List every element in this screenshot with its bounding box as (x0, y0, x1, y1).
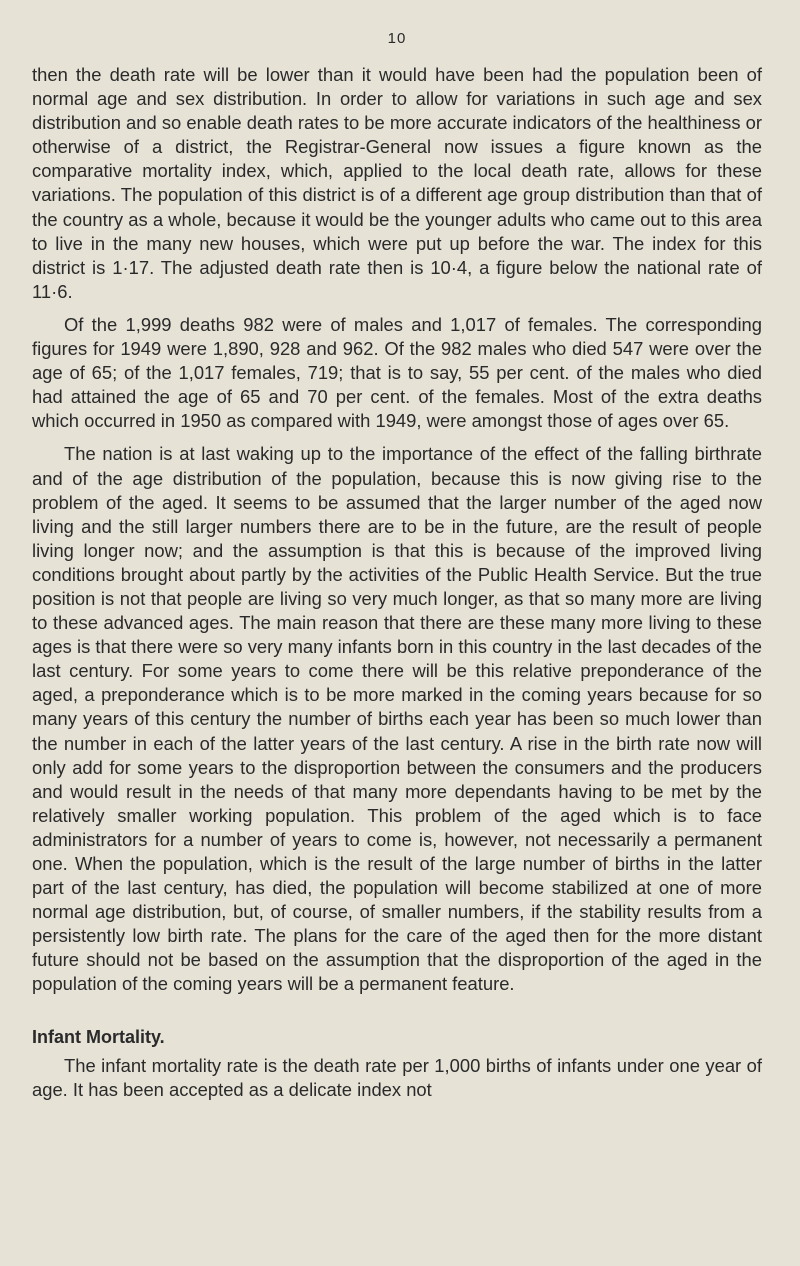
page-number: 10 (387, 30, 407, 47)
section-heading-infant-mortality: Infant Mortality. (32, 1026, 165, 1047)
paragraph-death-rate-adjustment: then the death rate will be lower than it would have been had the population been of normal age and sex distribution. In order to allow for variations in such age and sex distribution and so enable death rates to be more accurate indicators of the healthiness or otherwise of a district, the Registrar-General now issues a figure known as the comparative mortality index, which, applied to the local death rate, allows for these variations. The population of this district is of a different age group distribution than that of the country as a whole, because it would be the younger adults who came out to this area to live in the many new houses, which were put up before the war. The index for this district is 1·17. The adjusted death rate then is 10·4, a figure below the national rate of 11·6. (32, 64, 762, 302)
paragraph-problem-of-aged: The nation is at last waking up to the importance of the effect of the falling birthrate and of the age distribution of the population, because this is now giving rise to the problem of the aged. It seems to be assumed that the larger number of the aged now living and the still larger numbers there are to be in the future, are the result of people living longer now; and the assumption is that this is because of the improved living conditions brought about partly by the activities of the Public Health Service. But the true position is not that people are living so very much longer, as that so many more are living to these advanced ages. The main reason that there are these many more living to these ages is that there were so very many infants born in this country in the last decades of the last century. For some years to come there will be this relative preponderance of the aged, a preponderance which is to be more marked in the coming years because for so many years of this century the number of births each year has been so much lower than the number in each of the latter years of the last century. A rise in the birth rate now will only add for some years to the disproportion between the consumers and the producers and would result in the needs of that many more dependants having to be met by the relatively smaller working population. This problem of the aged which is to face administrators for a number of years to come is, however, not necessarily a permanent one. When the population, which is the result of the large number of births in the latter part of the last century, has died, the population will become stabilized at one of more normal age distribution, but, of course, of smaller numbers, if the stability results from a persistently low birth rate. The plans for the care of the aged then for the more distant future should not be based on the assumption that the disproportion of the aged in the population of the coming years will be a permanent feature. (32, 443, 762, 995)
paragraph-deaths-by-sex: Of the 1,999 deaths 982 were of males and 1,017 of females. The corresponding figures for 1949 were 1,890, 928 and 962. Of the 982 males who died 547 were over the age of 65; of the 1,017 females, 719; that is to say, 55 per cent. of the males who died had attained the age of 65 and 70 per cent. of the females. Most of the extra deaths which occurred in 1950 as compared with 1949, were amongst those of ages over 65. (32, 313, 762, 432)
paragraph-infant-mortality: The infant mortality rate is the death rate per 1,000 births of infants under one year of age. It has been accepted as a delicate index not (32, 1054, 762, 1100)
